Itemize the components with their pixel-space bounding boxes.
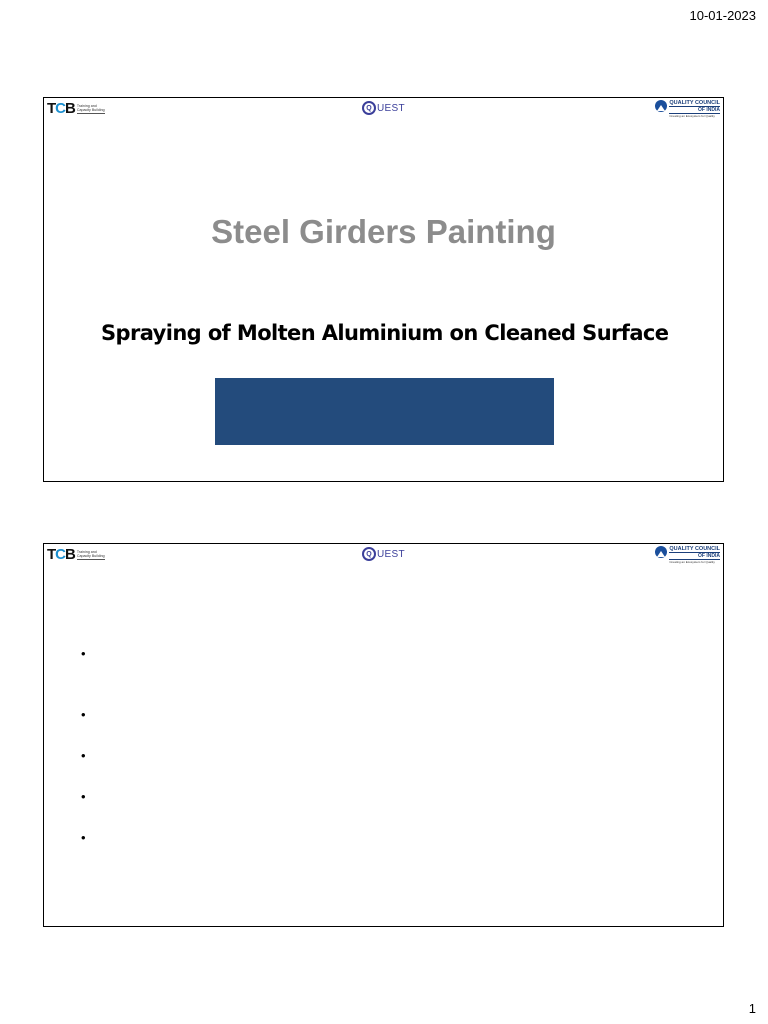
page-date: 10-01-2023 (689, 8, 756, 23)
bullet-item: • (81, 707, 86, 722)
qci-logo (655, 546, 720, 565)
qci-logo-line3: Creating an Ecosystem for Quality (669, 114, 715, 118)
tcb-logo-text: Training and Capacity Building (76, 549, 105, 558)
quest-logo-q: Q (362, 547, 376, 561)
qci-logo-line1: QUALITY COUNCIL (669, 100, 720, 106)
quest-logo (362, 101, 405, 115)
tcb-logo (47, 547, 105, 562)
bullet-item: • (81, 748, 86, 763)
tcb-logo-mark: TCB (47, 100, 75, 117)
qci-logo-line1: QUALITY COUNCIL (669, 546, 720, 552)
slide-2 (43, 543, 724, 927)
slide-subtitle: Spraying of Molten Aluminium on Cleaned Surface (101, 321, 669, 345)
slide-1 (43, 97, 724, 482)
qci-logo-icon (655, 100, 667, 114)
quest-logo-word: UEST (377, 548, 405, 560)
slide-title: Steel Girders Painting (211, 213, 556, 250)
qci-logo-icon (655, 546, 667, 560)
blue-banner-box (215, 378, 554, 445)
qci-logo-line2: OF INDIA (669, 552, 720, 560)
quest-logo-word: UEST (377, 102, 405, 114)
qci-logo (655, 100, 720, 119)
bullet-item: • (81, 789, 86, 804)
bullet-item: • (81, 646, 86, 661)
tcb-logo-mark: TCB (47, 546, 75, 563)
qci-logo-line3: Creating an Ecosystem for Quality (669, 560, 715, 564)
bullet-item: • (81, 830, 86, 845)
page-number: 1 (748, 1001, 756, 1016)
qci-logo-line2: OF INDIA (669, 106, 720, 114)
tcb-logo-text: Training and Capacity Building (76, 103, 105, 112)
tcb-logo (47, 101, 105, 116)
quest-logo-q: Q (362, 101, 376, 115)
quest-logo (362, 547, 405, 561)
